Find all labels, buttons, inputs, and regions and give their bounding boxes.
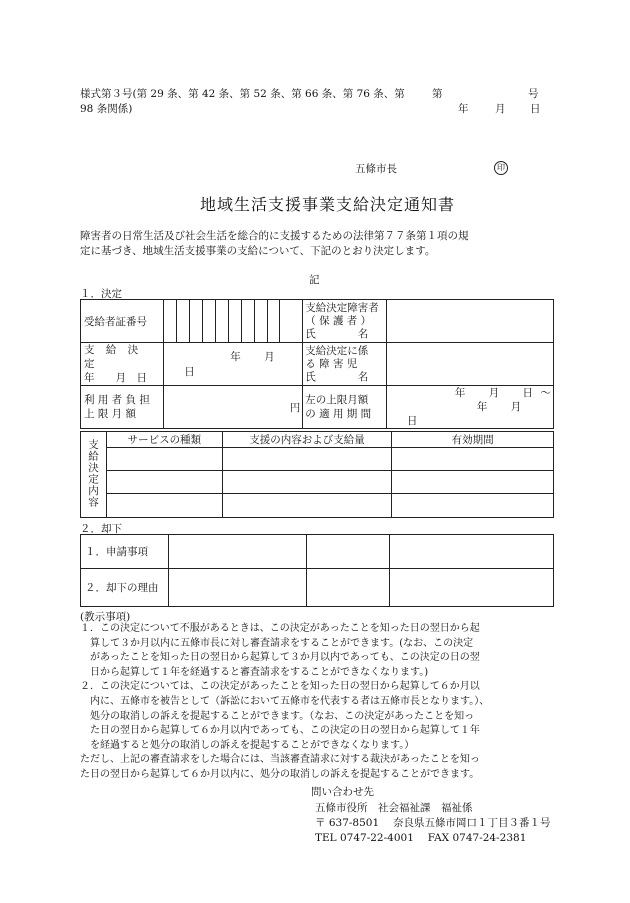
recipient-digit[interactable] <box>164 300 177 343</box>
contact-dept: 五條市役所 社会福祉課 福祉係 <box>315 802 473 814</box>
decided-person-label <box>303 300 387 343</box>
notice-line: １．この決定について不服があるときは、この決定があったことを知った日の翌日から起 <box>80 623 480 634</box>
notice-line: 内に、五條市を被告として（訴訟において五條市を代表する者は五條市長となります。）、 <box>80 695 490 707</box>
burden-limit-field[interactable] <box>164 386 303 429</box>
recipient-digit[interactable] <box>203 300 216 343</box>
recipient-digit[interactable] <box>241 300 254 343</box>
contact-address: 〒 637-8501 奈良県五條市岡口１丁目３番１号 <box>315 817 551 829</box>
recipient-digit[interactable] <box>190 300 203 343</box>
period-from-month: 月 <box>488 387 500 399</box>
service-type-cell[interactable] <box>106 494 222 518</box>
section1-heading: １．決定 <box>80 288 122 300</box>
label-line: 支給決定に係 <box>305 344 369 357</box>
rejection-cell[interactable] <box>390 569 554 607</box>
decision-date-label <box>81 343 164 386</box>
notice-heading: (教示事項) <box>80 611 131 623</box>
label-line: （ 保 護 者 ） <box>305 314 372 327</box>
notice-line: があったことを知った日の翌日から起算して３か月以内であっても、この決定の日の翌 <box>80 652 480 664</box>
period-to-day: 日 <box>406 415 418 427</box>
notice-line: 算して３か月以内に五條市長に対し審査請求をすることができます。(なお、この決定 <box>80 637 474 649</box>
side-label-text: 支給決定内容 <box>86 438 99 508</box>
date-month: 月 <box>264 351 275 363</box>
label-line: の 適 用 期 間 <box>305 408 372 420</box>
intro-line2: 定に基づき、地域生活支援事業の支給について、下記のとおり決定します。 <box>80 245 436 257</box>
rejection-cell[interactable] <box>168 535 306 569</box>
seal-icon <box>494 161 508 175</box>
period-field[interactable] <box>386 386 553 429</box>
header-validity-period: 有効期間 <box>392 432 554 448</box>
label-line: 利 用 者 負 担 <box>84 394 150 406</box>
yen-unit: 円 <box>289 401 301 414</box>
recipient-digit[interactable] <box>228 300 241 343</box>
page-title: 地域生活支援事業支給決定通知書 <box>200 195 456 214</box>
section2-heading: ２．却下 <box>80 523 122 535</box>
contact-phone: TEL 0747-22-4001 FAX 0747-24-2381 <box>315 832 527 844</box>
burden-limit-label <box>81 386 164 429</box>
decision-table <box>80 299 554 429</box>
rejection-cell[interactable] <box>168 569 306 607</box>
issuer-name: 五條市長 <box>355 163 397 175</box>
period-to <box>387 400 553 428</box>
rejection-cell[interactable] <box>306 535 390 569</box>
doc-number-prefix: 第 <box>432 88 443 100</box>
notice-line: 日から起算して１年を経過すると審査請求をすることができなくなります。) <box>80 666 429 678</box>
intro-line1: 障害者の日常生活及び社会生活を総合的に支援するための法律第７７条第１項の規 <box>80 230 469 242</box>
validity-period-cell[interactable] <box>392 448 554 471</box>
period-from <box>387 386 553 400</box>
service-type-cell[interactable] <box>106 471 222 494</box>
child-name-field[interactable] <box>386 343 553 386</box>
label-line: 左の上限月額 <box>305 394 369 406</box>
form-number-line1: 様式第３号(第 29 条、第 42 条、第 52 条、第 66 条、第 76 条、第 <box>80 88 405 100</box>
notice-line: を経過すると処分の取消しの訴えを提起することができなくなります。） <box>80 739 415 751</box>
validity-period-cell[interactable] <box>392 494 554 518</box>
decision-date-field[interactable] <box>164 343 303 386</box>
recipient-digit[interactable] <box>267 300 280 343</box>
doc-number-suffix: 号 <box>528 88 539 100</box>
notice-line: ２．この決定については、この決定があったことを知った日の翌日から起算して６か月以 <box>80 681 480 693</box>
service-type-cell[interactable] <box>106 448 222 471</box>
form-number-line2: 98 条関係) <box>80 103 133 115</box>
header-support-content: 支援の内容および支給量 <box>222 432 392 448</box>
issue-date-year: 年 <box>458 103 469 115</box>
notice-line: た日の翌日から起算して６か月以内であっても、この決定の日の翌日から起算して１年 <box>80 725 480 737</box>
notice-line: ただし、上記の審査請求をした場合には、当該審査請求に対する裁決があったことを知っ <box>80 754 480 766</box>
date-day: 日 <box>184 366 195 378</box>
recipient-digit[interactable] <box>254 300 267 343</box>
period-from-day: 日 <box>522 387 534 399</box>
rejection-row-label: １．申請事項 <box>81 535 169 569</box>
period-from-year: 年 <box>454 387 466 399</box>
rejection-cell[interactable] <box>390 535 554 569</box>
seal-mark: 印 <box>494 161 508 175</box>
notice-line: た日の翌日から起算して６か月以内に、処分の取消しの訴えを提起することができます。 <box>80 768 480 780</box>
rejection-row-label: ２．却下の理由 <box>81 569 169 607</box>
support-content-cell[interactable] <box>222 494 392 518</box>
label-line: 上 限 月 額 <box>84 408 137 420</box>
recipient-digit[interactable] <box>215 300 228 343</box>
label-line: 年 月 日 <box>84 372 147 384</box>
validity-period-cell[interactable] <box>392 471 554 494</box>
recipient-digit[interactable] <box>177 300 190 343</box>
decided-person-name-field[interactable] <box>386 300 553 343</box>
period-tilde: ～ <box>540 387 551 399</box>
label-line: 氏 名 <box>305 370 369 383</box>
notice-line: 処分の取消しの訴えを提起することができます。（なお、この決定があったことを知っ <box>80 710 475 722</box>
label-line: 支給決定障害者 <box>305 301 379 314</box>
child-label <box>303 343 387 386</box>
period-label <box>303 386 387 429</box>
contact-heading: 問い合わせ先 <box>311 786 374 798</box>
support-content-cell[interactable] <box>222 448 392 471</box>
label-line: 支 給 決 定 <box>84 344 143 370</box>
support-content-cell[interactable] <box>222 471 392 494</box>
recipient-number-label: 受給者証番号 <box>81 300 164 343</box>
issue-date-day: 日 <box>530 103 541 115</box>
rejection-cell[interactable] <box>306 569 390 607</box>
rejection-table <box>80 534 554 607</box>
issue-date-month: 月 <box>495 103 506 115</box>
recipient-digit[interactable] <box>280 300 303 343</box>
header-service-type: サービスの種類 <box>106 432 222 448</box>
label-line: る 障 害 児 <box>305 357 358 370</box>
label-line: 氏 名 <box>305 327 369 340</box>
decision-content-table <box>80 431 554 518</box>
date-year: 年 <box>230 351 241 363</box>
period-to-year: 年 <box>476 401 488 413</box>
notice-body <box>80 622 489 783</box>
decision-content-side-label <box>81 432 107 518</box>
period-to-month: 月 <box>510 401 522 413</box>
ki-label: 記 <box>309 274 320 286</box>
